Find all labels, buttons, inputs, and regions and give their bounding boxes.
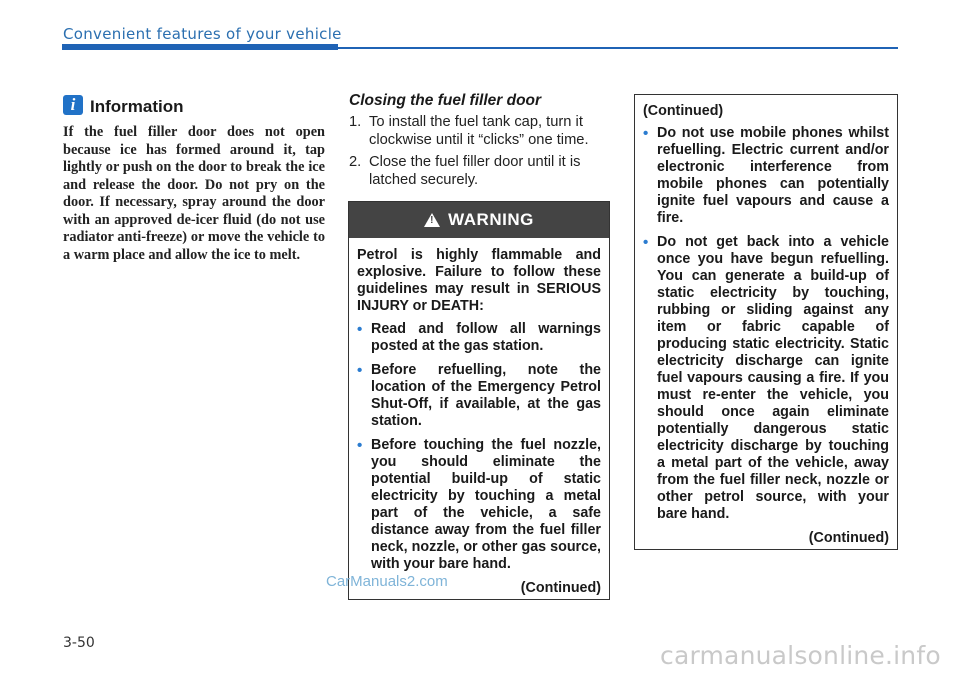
warning-continued-label: (Continued) <box>520 580 601 596</box>
step-number: 1. <box>349 114 362 130</box>
list-item: • Before touching the fuel nozzle, you should eliminate the potential build-up of static electricity by touching a metal part of the vehicle, a safe distance away from the fuel filler neck, nozzle, or other gas source, with your bare hand. <box>357 437 601 573</box>
watermark-text: CarManuals2.com <box>326 573 448 590</box>
header-rule-thick <box>62 44 338 50</box>
step-text: To install the fuel tank cap, turn it clockwise until it “clicks” one time. <box>369 114 589 148</box>
footer-watermark: carmanualsonline.info <box>660 641 941 670</box>
page-number: 3-50 <box>63 635 95 651</box>
warning-triangle-icon: ! <box>424 213 440 227</box>
list-item: • Before refuelling, note the location of the Emergency Petrol Shut-Off, if available, at the gas station. <box>357 362 601 430</box>
continued-warning-box <box>634 94 898 550</box>
warning-header <box>349 202 609 238</box>
closing-steps-list <box>349 113 611 193</box>
warning-box <box>348 201 610 600</box>
warning-title: WARNING <box>448 210 534 229</box>
information-heading: Information <box>90 97 184 116</box>
warning-bullets <box>357 321 601 573</box>
list-item: • Read and follow all warnings posted at the gas station. <box>357 321 601 355</box>
header-rule-thin <box>338 47 898 49</box>
warning-intro: Petrol is highly flammable and explosive. Failure to follow these guidelines may result in SERIOUS INJURY or DEATH: <box>357 247 601 314</box>
step-item <box>349 113 611 149</box>
step-item <box>349 153 611 189</box>
information-body: If the fuel filler door does not open because ice has formed around it, tap lightly or push on the door to break the ice and release the door. Do not pry on the door. If necessary, spray around the door with an approved de-icer fluid (do not use radiator anti-freeze) or move the vehicle to a warm place and allow the ice to melt. <box>63 124 325 263</box>
closing-fuel-door-heading: Closing the fuel filler door <box>349 92 542 109</box>
continued-bullets <box>643 125 889 523</box>
list-item: • Do not get back into a vehicle once you have begun refuelling. You can generate a build-up of static electricity by touching, rubbing or sliding against any item or fabric capable of producing static electricity. Static electricity discharge can ignite fuel vapours causing a fire. If you must re-enter the vehicle, you should once again eliminate potentially dangerous static electricity discharge by touching a metal part of the vehicle, away from the fuel filler neck, nozzle or other petrol source, with your bare hand. <box>643 234 889 523</box>
step-text: Close the fuel filler door until it is latched securely. <box>369 154 581 188</box>
continued-footer-label: (Continued) <box>808 530 889 546</box>
warning-content <box>349 238 609 597</box>
step-number: 2. <box>349 154 362 170</box>
list-item: • Do not use mobile phones whilst refuelling. Electric current and/or electronic interference from mobile phones can potentially ignite fuel vapours and cause a fire. <box>643 125 889 227</box>
continued-heading: (Continued) <box>643 103 724 119</box>
section-title: Convenient features of your vehicle <box>63 25 342 43</box>
info-icon: i <box>63 95 83 115</box>
